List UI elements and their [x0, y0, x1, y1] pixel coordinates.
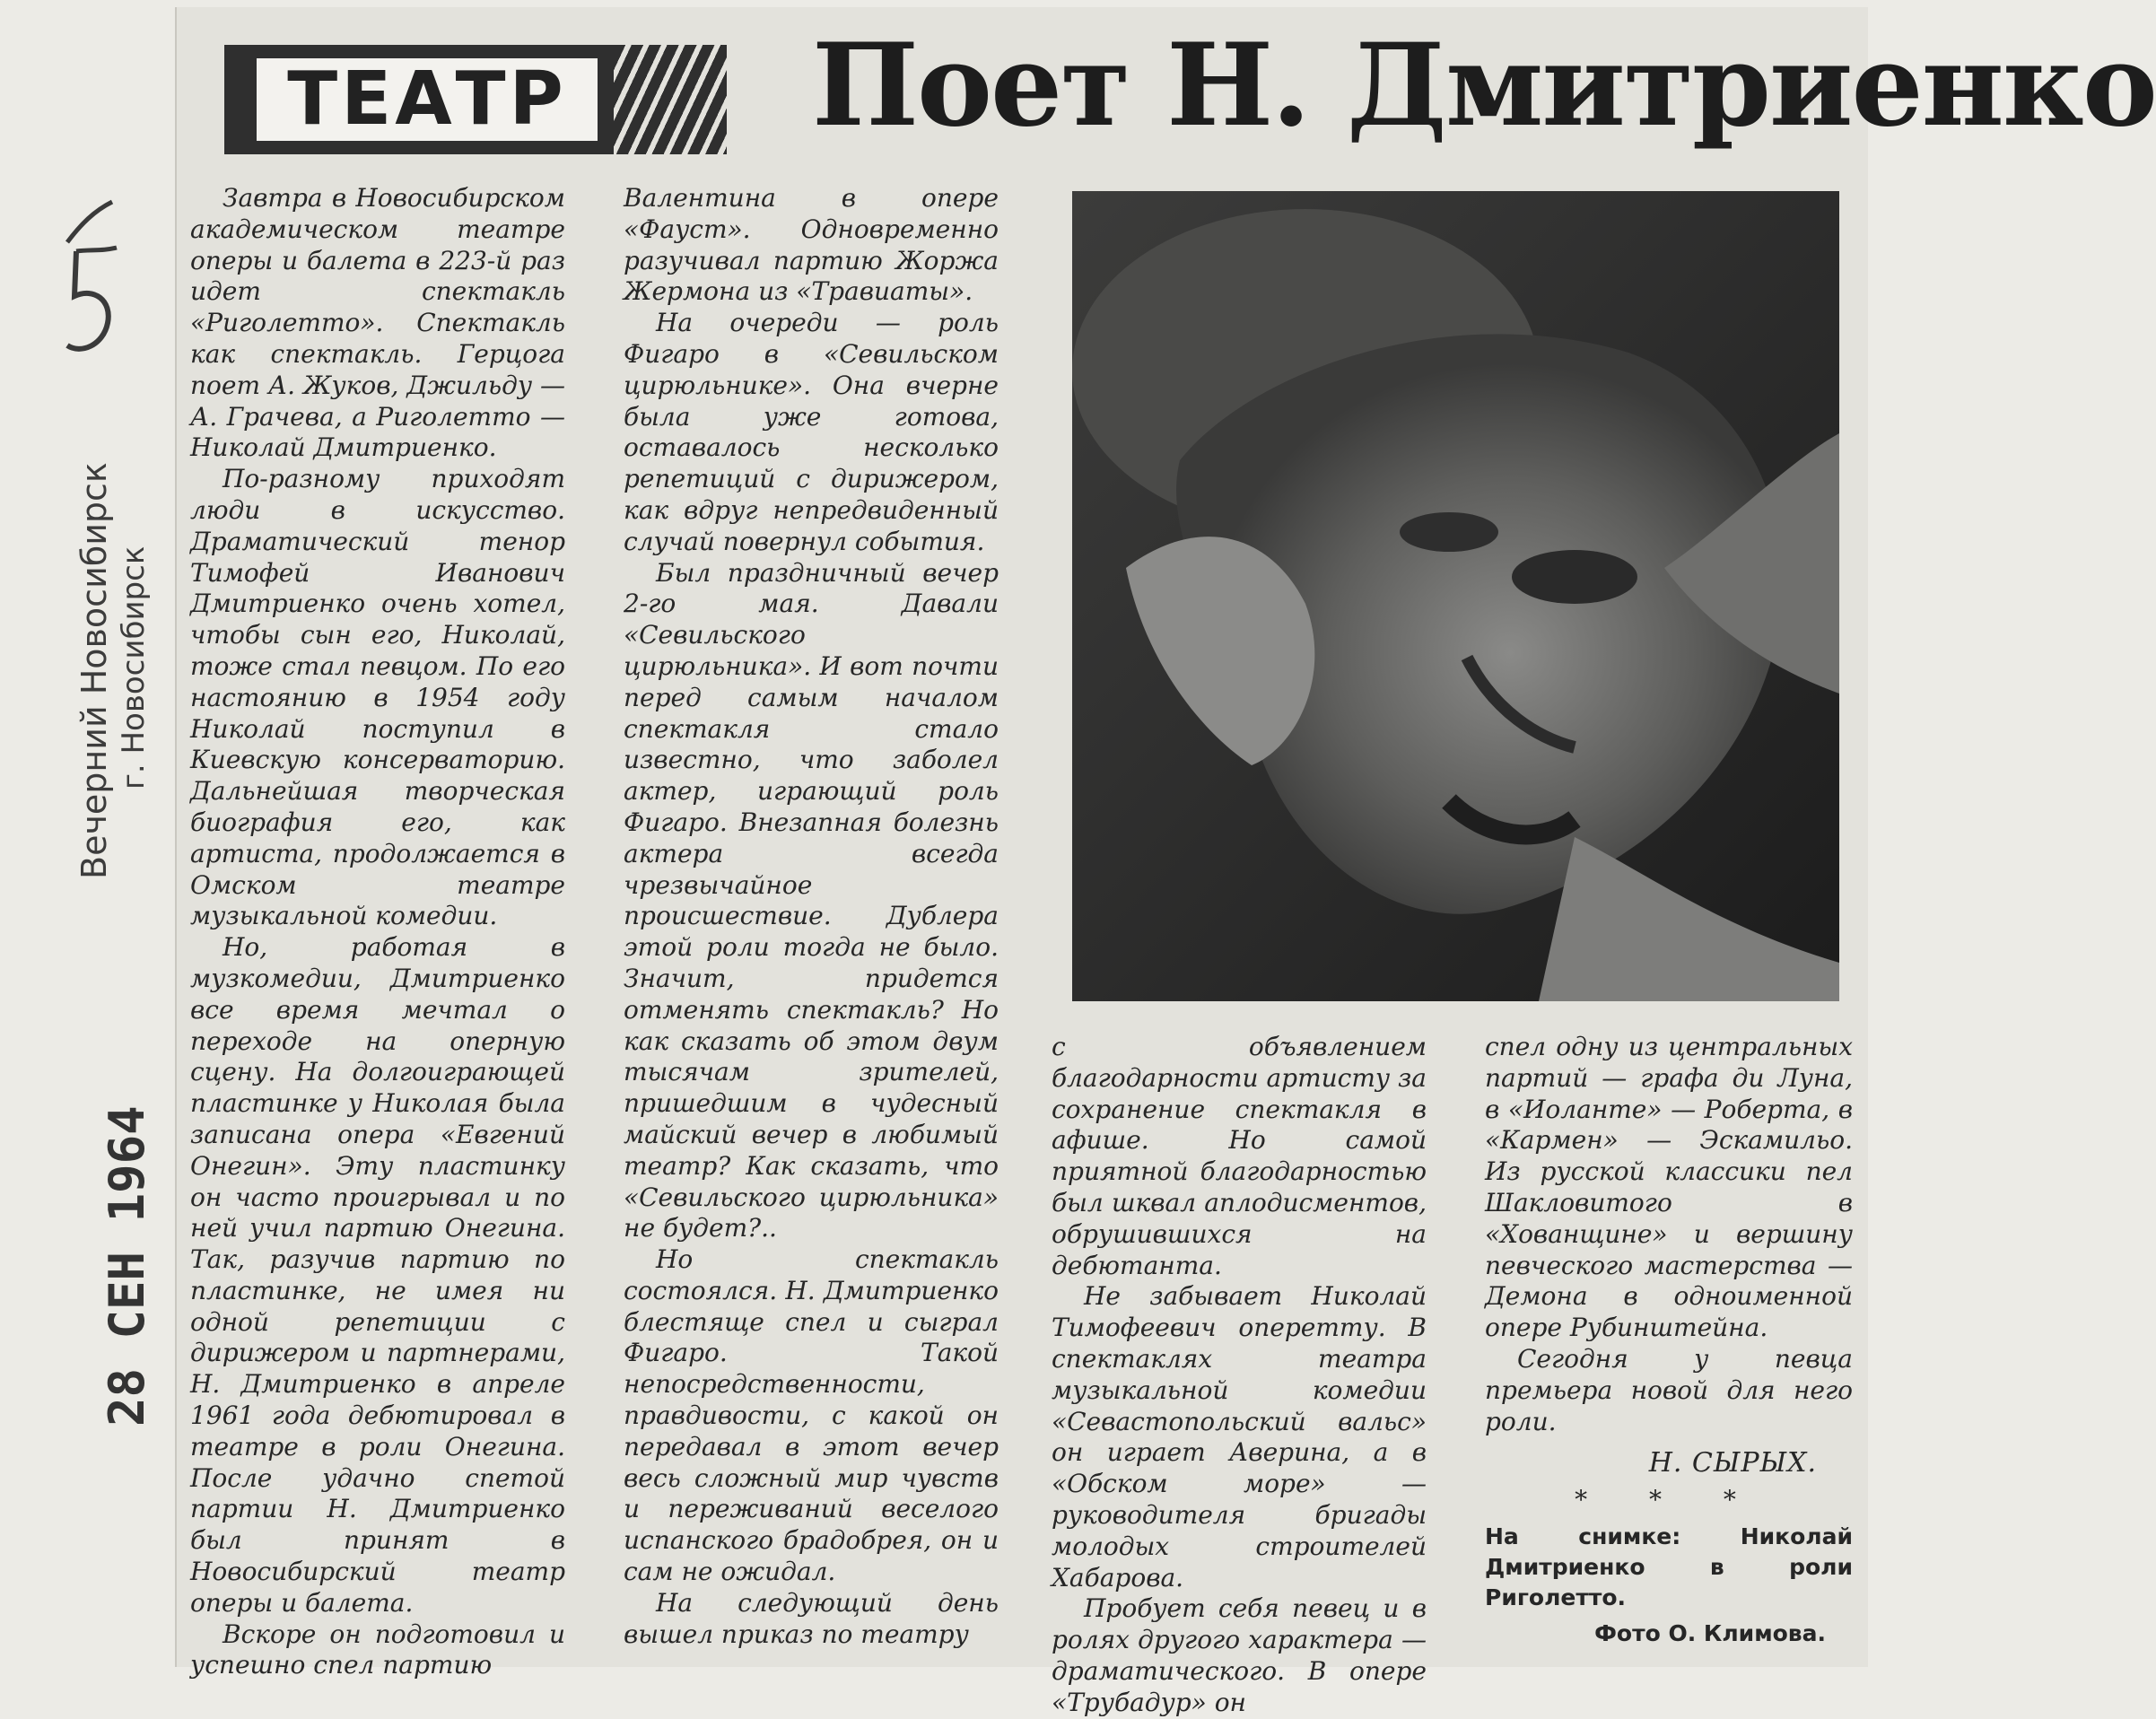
rubric-label: ТЕАТР	[257, 58, 598, 141]
rubric-stripes	[614, 45, 727, 154]
author-signature: Н. СЫРЫХ.	[1648, 1447, 1817, 1479]
article-column-4	[1485, 1032, 1853, 1650]
paragraph: Пробует себя певец и в ролях другого характера — драматического. В опере «Трубадур» он	[1052, 1593, 1427, 1717]
article-column-1	[190, 183, 565, 1681]
paragraph: с объявлением благодарности артисту за сохранение спектакля в афише. Но самой приятной благодарностью был шквал аплодисментов, обрушившихся на дебютанта.	[1052, 1032, 1427, 1280]
paragraph: Вскоре он подготовил и успешно спел партию	[190, 1619, 565, 1680]
rubric-banner	[224, 45, 727, 154]
paragraph: Был праздничный вечер 2-го мая. Давали «Севильского цирюльника». И вот почти перед самым началом спектакля стало известно, что заболел актер, играющий роль Фигаро. Внезапная болезнь актера всегда чрезвычайное происшествие. Дублера этой роли тогда не было. Значит, придется отменять спектакль? Но как сказать об этом двум тысячам зрителей, пришедшим в чудесный майский вечер в любимый театр? Как сказать, что «Севильского цирюльника» не будет?..	[624, 557, 999, 1243]
date-stamp-text: 28 СЕН 1964	[99, 1105, 155, 1427]
paragraph: На следующий день вышел приказ по театру	[624, 1587, 999, 1649]
paragraph: Но спектакль состоялся. Н. Дмитриенко блестяще спел и сыграл Фигаро. Такой непосредственности, правдивости, с какой он передавал в этот вечер весь сложный мир чувств и переживаний веселого испанского брадобрея, он и сам не ожидал.	[624, 1244, 999, 1587]
paragraph: Завтра в Новосибирском академическом театре оперы и балета в 223-й раз идет спектакль «Риголетто». Спектакль как спектакль. Герцога поет А. Жуков, Джильду — А. Грачева, а Риголетто — Николай Дмитриенко.	[190, 183, 565, 463]
paragraph: Сегодня у певца премьера новой для него роли.	[1485, 1343, 1853, 1436]
separator-stars: * * *	[1575, 1485, 1763, 1515]
publication-name: Вечерний Новосибирск	[74, 462, 114, 879]
paragraph: спел одну из центральных партий — графа ди Луна, в «Иоланте» — Роберта, в «Кармен» — Эскамильо. Из русской классики пел Шакловитого в «Хованщине» и вершину певческого мастерства — Демона в одноименной опере Рубинштейна.	[1485, 1032, 1853, 1343]
publication-stamp	[54, 215, 153, 897]
paragraph: Но, работая в музкомедии, Дмитриенко все время мечтал о переходе на оперную сцену. На долгоиграющей пластинке у Николая была записана опера «Евгений Онегин». Эту пластинку он часто проигрывал и по ней учил партию Онегина. Так, разучив партию по пластинке, не имея ни одной репетиции с дирижером и партнерами, Н. Дмитриенко в апреле 1961 года дебютировал в театре в роли Онегина. После удачно спетой партии Н. Дмитриенко был принят в Новосибирский театр оперы и балета.	[190, 932, 565, 1618]
article-column-3	[1052, 1032, 1427, 1719]
paragraph: На очереди — роль Фигаро в «Севильском цирюльнике». Она вчерне была уже готова, оставалось несколько репетиций с дирижером, как вдруг непредвиденный случай повернул события.	[624, 308, 999, 556]
paragraph: По-разному приходят люди в искусство. Драматический тенор Тимофей Иванович Дмитриенко очень хотел, чтобы сын его, Николай, тоже стал певцом. По его настоянию в 1954 году Николай поступил в Киевскую консерваторию. Дальнейшая творческая биография его, как артиста, продолжается в Омском театре музыкальной комедии.	[190, 464, 565, 931]
article-headline: Поет Н. Дмитриенко	[812, 19, 2156, 152]
date-stamp	[85, 1059, 166, 1435]
paragraph: Валентина в опере «Фауст». Одновременно разучивал партию Жоржа Жермона из «Травиаты».	[624, 183, 999, 307]
article-photo	[1072, 191, 1839, 1001]
photo-caption: На снимке: Николай Дмитриенко в роли Риголетто.	[1485, 1523, 1853, 1610]
article-column-2	[624, 183, 999, 1650]
singer-portrait-image	[1072, 191, 1839, 1001]
paragraph: Не забывает Николай Тимофеевич оперетту. В спектаклях театра музыкальной комедии «Севастопольский вальс» он играет Аверина, а в «Обском море» — руководителя бригады молодых строителей Хабарова.	[1052, 1281, 1427, 1592]
publication-city: г. Новосибирск	[116, 545, 152, 790]
photo-credit: Фото О. Климова.	[1594, 1619, 1826, 1646]
